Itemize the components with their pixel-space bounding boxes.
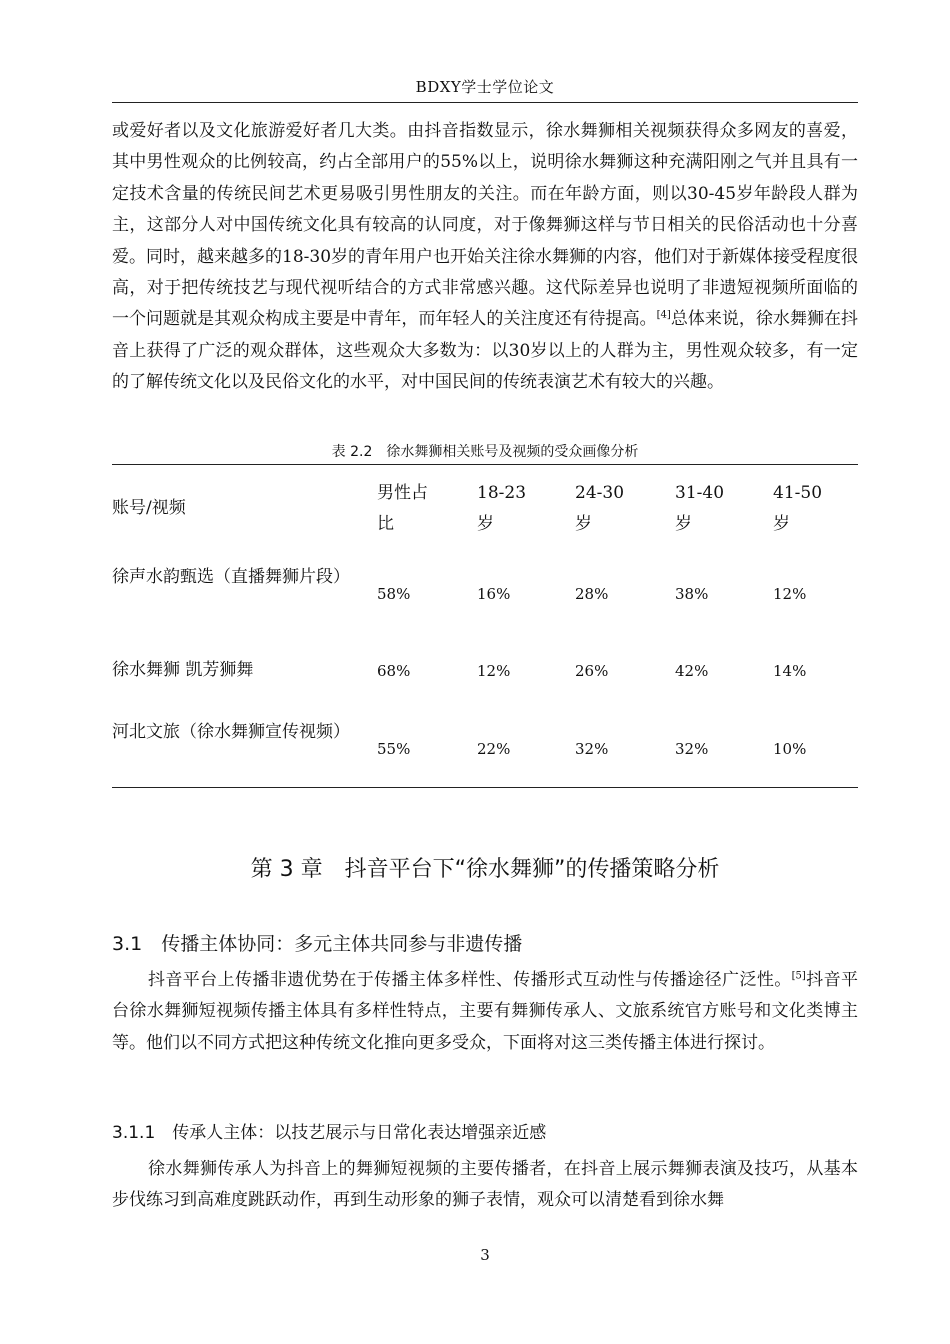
- section-3-1-text-a: 抖音平台上传播非遗优势在于传播主体多样性、传播形式互动性与传播途径广泛性。: [148, 970, 792, 990]
- table-header-41-50: 41-50岁: [773, 483, 823, 534]
- table-row-3-account: 河北文旅（徐水舞狮宣传视频）: [112, 722, 350, 742]
- citation-4: [4]: [656, 309, 671, 321]
- header-rule: [112, 102, 858, 103]
- table-row-1-18-23: 16%: [477, 585, 511, 603]
- table-row-2-account: 徐水舞狮 凯芳狮舞: [112, 660, 254, 680]
- table-top-rule: [112, 464, 858, 465]
- table-caption: 表 2.2 徐水舞狮相关账号及视频的受众画像分析: [331, 444, 639, 460]
- table-row-3-18-23: 22%: [477, 740, 511, 758]
- table-row-1-male: 58%: [377, 585, 411, 603]
- table-row-1-24-30: 28%: [575, 585, 609, 603]
- table-row-1-41-50: 12%: [773, 585, 807, 603]
- section-3-1-title: 3.1 传播主体协同：多元主体共同参与非遗传播: [112, 933, 523, 955]
- table-row-3-41-50: 10%: [773, 740, 807, 758]
- intro-paragraph: [112, 116, 858, 399]
- table-header-male: 男性占比: [377, 483, 428, 534]
- section-3-1-1-title: 3.1.1 传承人主体：以技艺展示与日常化表达增强亲近感: [112, 1123, 547, 1143]
- section-3-1-paragraph: [112, 965, 858, 1059]
- chapter-title: 第 3 章 抖音平台下“徐水舞狮”的传播策略分析: [250, 857, 720, 882]
- table-header-18-23: 18-23岁: [477, 483, 527, 534]
- section-3-1-text-b: 抖音平台徐水舞狮短视频传播主体具有多样性特点，主要有舞狮传承人、文旅系统官方账号和文化类博主等。他们以不同方式把这种传统文化推向更多受众，下面将对这三类传播主体进行探讨。: [112, 970, 858, 1053]
- table-row-2-18-23: 12%: [477, 662, 511, 680]
- table-row-2-41-50: 14%: [773, 662, 807, 680]
- citation-5: [5]: [791, 970, 806, 982]
- table-row-3-31-40: 32%: [675, 740, 709, 758]
- intro-text-b: 总体来说，徐水舞狮在抖音上获得了广泛的观众群体，这些观众大多数为：以30岁以上的人群为主，男性观众较多，有一定的了解传统文化以及民俗文化的水平，对中国民间的传统表演艺术有较大的兴趣。: [112, 309, 859, 393]
- table-header-24-30: 24-30岁: [575, 483, 625, 534]
- table-row-2-31-40: 42%: [675, 662, 709, 680]
- table-row-3-24-30: 32%: [575, 740, 609, 758]
- table-header-account: 账号/视频: [112, 498, 186, 518]
- table-row-3-male: 55%: [377, 740, 411, 758]
- table-header-31-40: 31-40岁: [675, 483, 725, 534]
- table-bottom-rule: [112, 787, 858, 788]
- page-number: 3: [480, 1246, 490, 1264]
- intro-text-a: 或爱好者以及文化旅游爱好者几大类。由抖音指数显示，徐水舞狮相关视频获得众多网友的喜爱，其中男性观众的比例较高，约占全部用户的55%以上，说明徐水舞狮这种充满阳刚之气并且具有一定技术含量的传统民间艺术更易吸引男性朋友的关注。而在年龄方面，则以30-45岁年龄段人群为主，这部分人对中国传统文化具有较高的认同度，对于像舞狮这样与节日相关的民俗活动也十分喜爱。同时，越来越多的18-30岁的青年用户也开始关注徐水舞狮的内容，他们对于新媒体接受程度很高，对于把传统技艺与现代视听结合的方式非常感兴趣。这代际差异也说明了非遗短视频所面临的一个问题就是其观众构成主要是中青年，而年轻人的关注度还有待提高。: [112, 121, 859, 330]
- table-row-1-account: 徐声水韵甄选（直播舞狮片段）: [112, 567, 350, 587]
- section-3-1-1-paragraph: 徐水舞狮传承人为抖音上的舞狮短视频的主要传播者，在抖音上展示舞狮表演及技巧，从基本步伐练习到高难度跳跃动作，再到生动形象的狮子表情，观众可以清楚看到徐水舞: [112, 1159, 858, 1211]
- table-row-2-male: 68%: [377, 662, 411, 680]
- table-row-1-31-40: 38%: [675, 585, 709, 603]
- table-row-2-24-30: 26%: [575, 662, 609, 680]
- running-header: BDXY学士学位论文: [415, 78, 555, 96]
